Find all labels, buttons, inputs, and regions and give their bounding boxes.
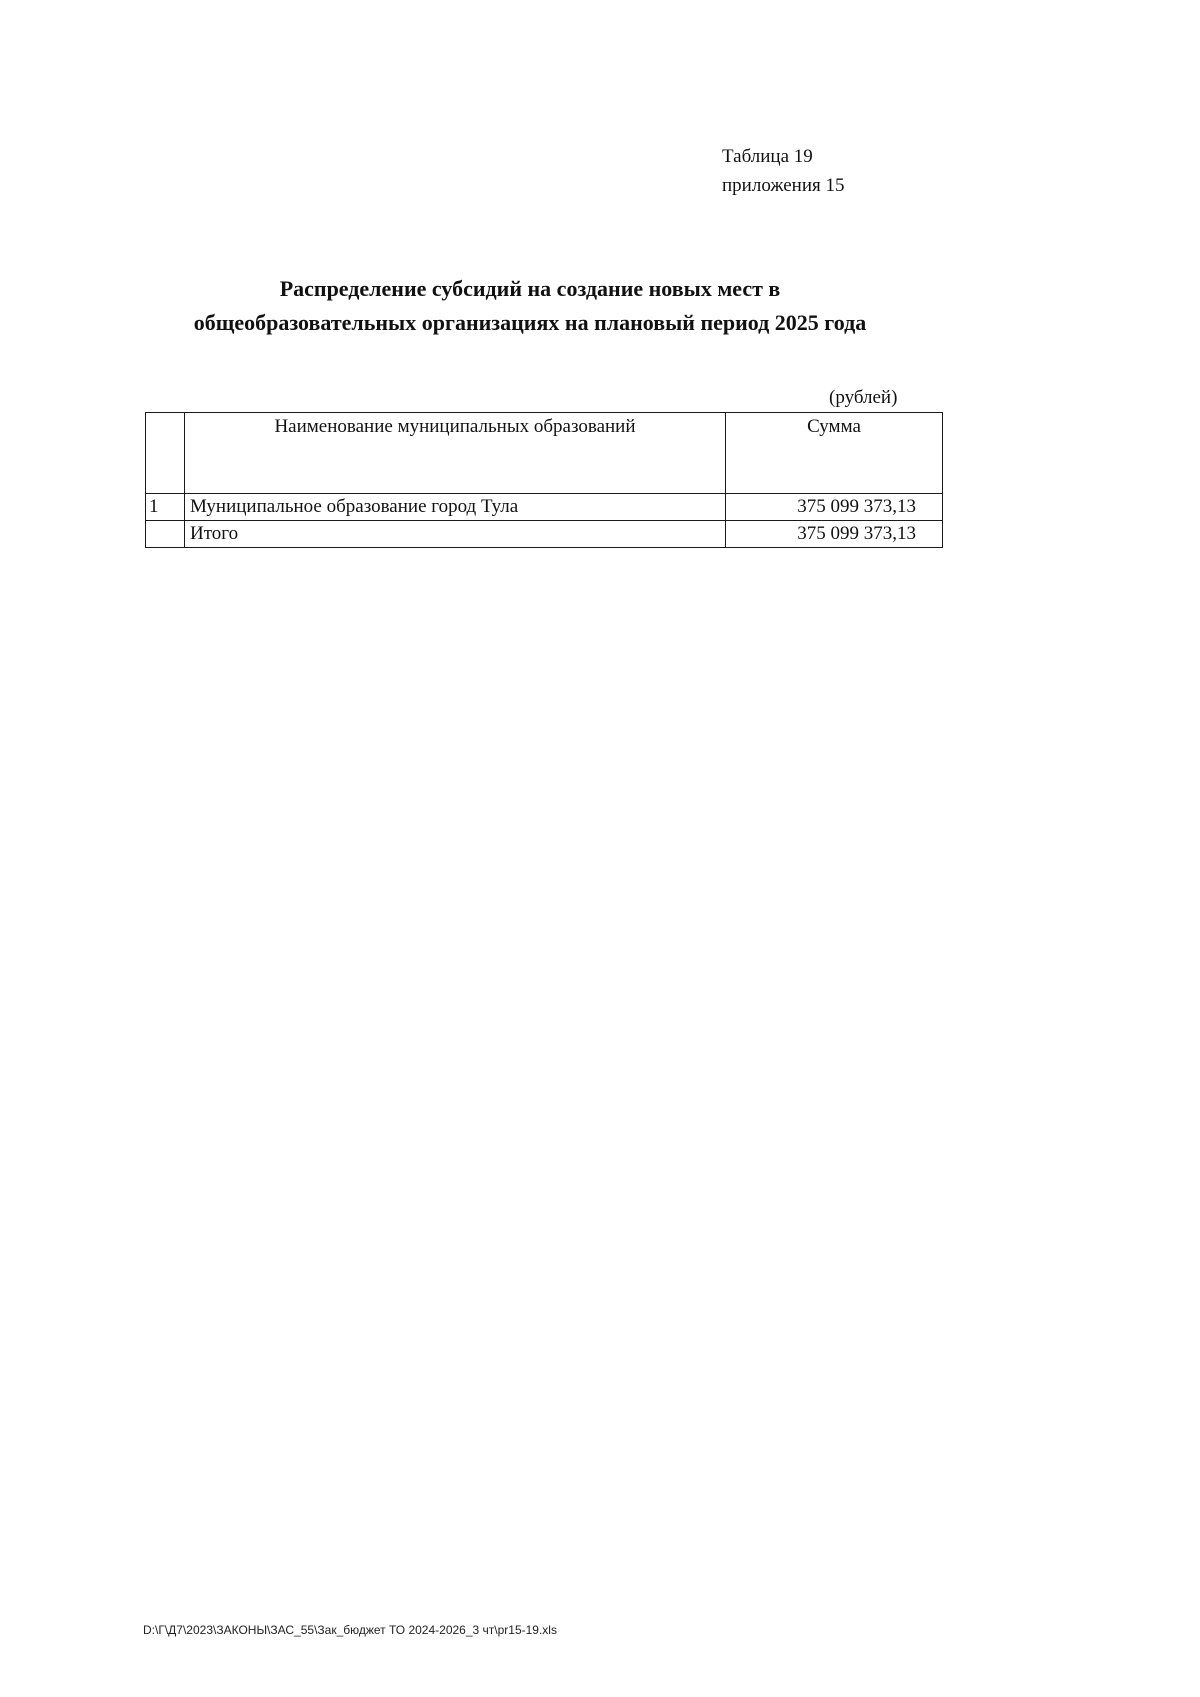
header-sum-cell: Сумма <box>726 413 943 494</box>
document-reference <box>722 142 844 200</box>
appendix-number-label: приложения 15 <box>722 175 845 196</box>
title-line-2: общеобразовательных организациях на плановый период 2025 года <box>193 310 867 335</box>
table-row <box>146 494 943 521</box>
row-sum-cell: 375 099 373,13 <box>726 494 943 521</box>
row-name-cell: Муниципальное образование город Тула <box>185 494 726 521</box>
total-sum-cell: 375 099 373,13 <box>726 521 943 548</box>
total-number-cell <box>146 521 185 548</box>
table-header-row <box>146 413 943 494</box>
table-number-label: Таблица 19 <box>722 146 813 167</box>
title-line-1: Распределение субсидий на создание новых мест в <box>279 276 781 301</box>
units-label: (рублей) <box>829 387 898 408</box>
subsidy-table <box>145 412 943 548</box>
table-total-row <box>146 521 943 548</box>
header-number-cell <box>146 413 185 494</box>
header-name-cell: Наименование муниципальных образований <box>185 413 726 494</box>
row-number-cell: 1 <box>146 494 185 521</box>
total-name-cell: Итого <box>185 521 726 548</box>
file-path-footer: D:\Г\Д7\2023\ЗАКОНЫ\ЗАС_55\Зак_бюджет ТО 2024-2026_3 чт\pr15-19.xls <box>143 1623 557 1637</box>
document-title <box>100 272 960 340</box>
